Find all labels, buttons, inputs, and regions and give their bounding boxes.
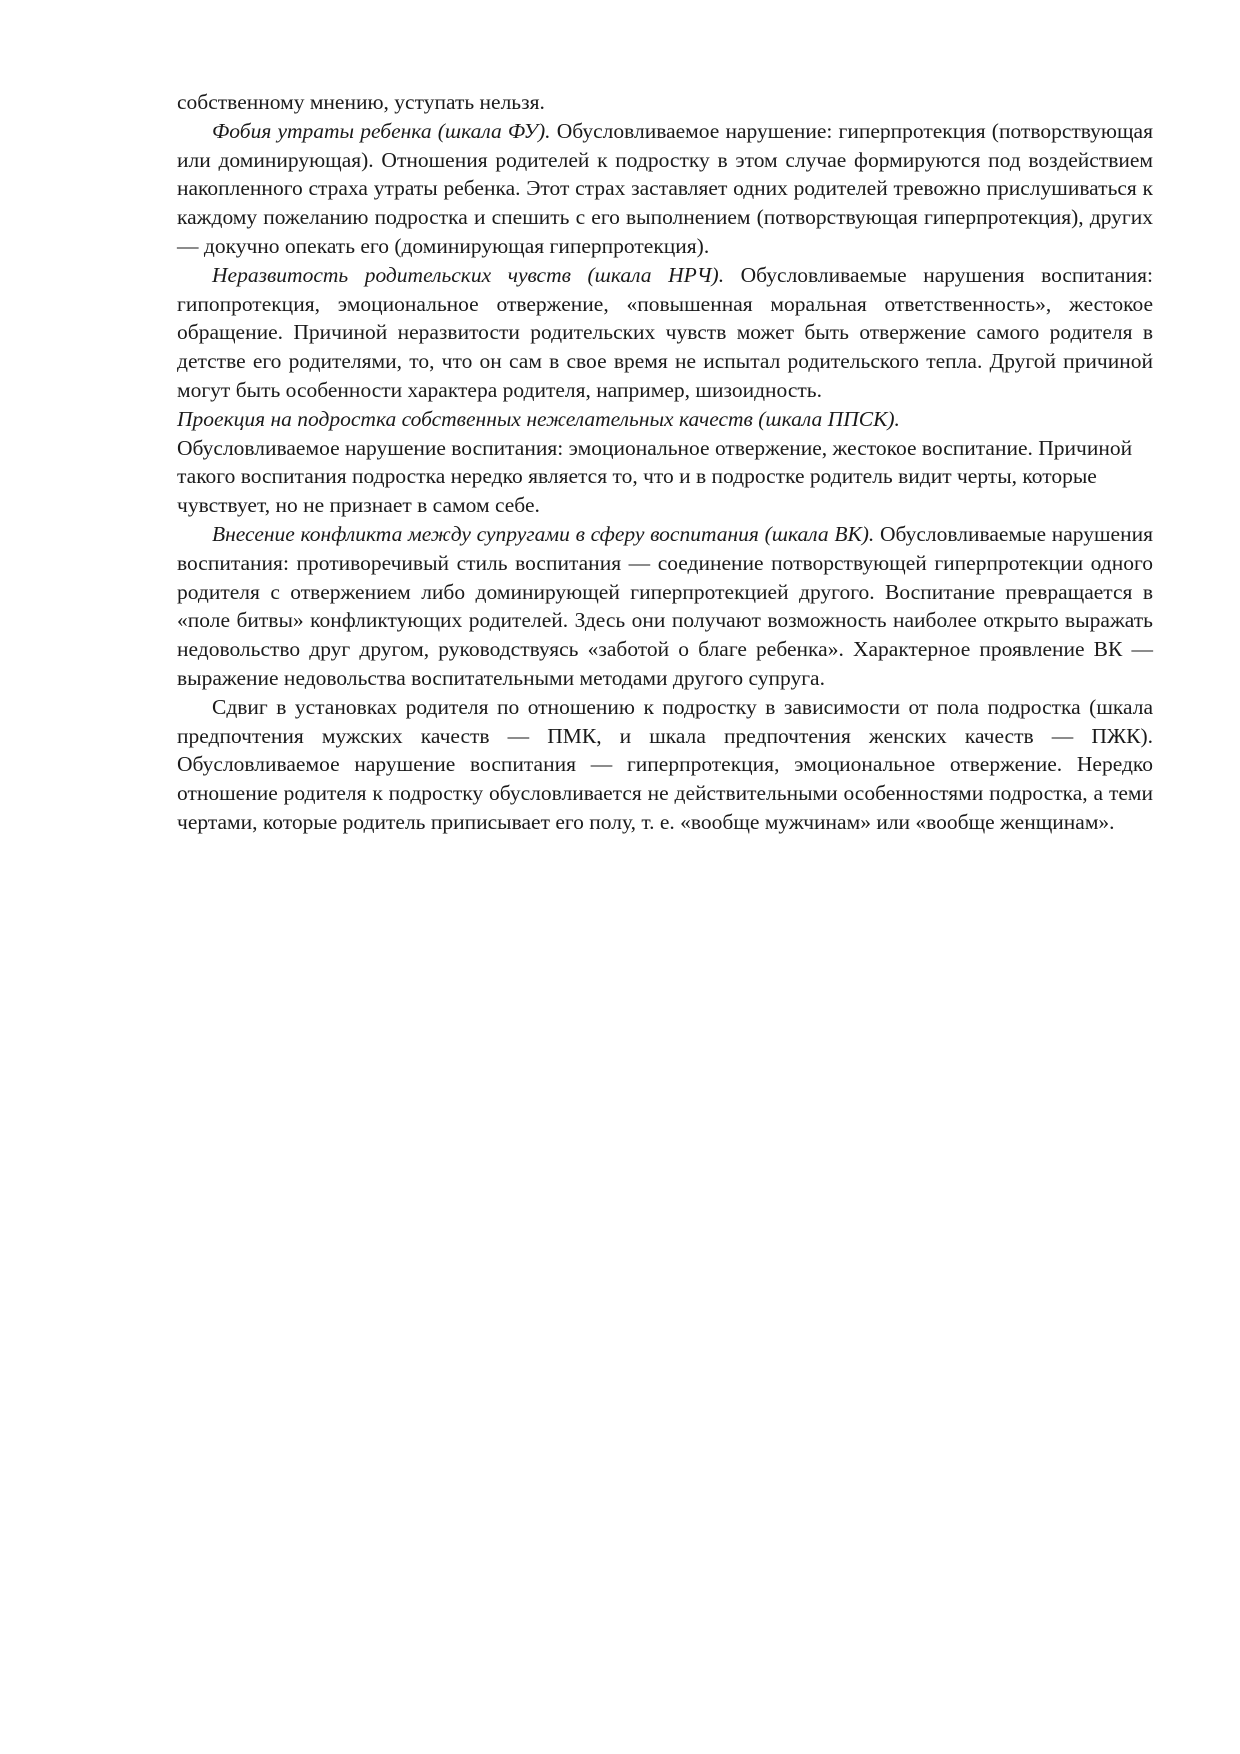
- paragraph-text: Обусловливаемое нарушение: гиперпротекция (потворствующая или доминирующая). Отношения родителей к подростку в этом случае формируются под воздействием накопленного страха утраты ребенка. Этот страх заставляет одних родителей тревожно прислушиваться к каждому пожеланию подростка и спешить с его выполнением (потворствующая гиперпротекция), других — докучно опекать его (доминирующая гиперпротекция).: [177, 118, 1153, 258]
- paragraph-underdeveloped-feelings: [177, 261, 1153, 405]
- scale-title-fu: Фобия утраты ребенка (шкала ФУ).: [212, 118, 551, 143]
- paragraph-continuation: [177, 88, 1153, 117]
- paragraph-text: Обусловливаемое нарушение воспитания: эмоциональное отвержение, жестокое воспитание. Причиной такого воспитания подростка нередко является то, что и в подростке родитель видит черты, которые чувствует, но не признает в самом себе.: [177, 435, 1133, 518]
- document-body: [177, 88, 1153, 837]
- paragraph-gender-shift: [177, 693, 1153, 837]
- paragraph-text: Обусловливаемые нарушения воспитания: противоречивый стиль воспитания — соединение потворствующей гиперпротекции одного родителя с отвержением либо доминирующей гиперпротекцией другого. Воспитание превращается в «поле битвы» конфликтующих родителей. Здесь они получают возможность наиболее открыто выражать недовольство друг другом, руководствуясь «заботой о благе ребенка». Характерное проявление ВК — выражение недовольства воспитательными методами другого супруга.: [177, 521, 1153, 690]
- paragraph-fear-of-loss: [177, 117, 1153, 261]
- scale-title-ppsk: Проекция на подростка собственных нежелательных качеств (шкала ППСК).: [177, 406, 900, 431]
- paragraph-text: собственному мнению, уступать нельзя.: [177, 90, 545, 114]
- paragraph-projection: [177, 405, 1153, 520]
- paragraph-text: Обусловливаемые нарушения воспитания: гипопротекция, эмоциональное отвержение, «повышенная моральная ответственность», жестокое обращение. Причиной неразвитости родительских чувств может быть отвержение самого родителя в детстве его родителями, то, что он сам в свое время не испытал родительского тепла. Другой причиной могут быть особенности характера родителя, например, шизоидность.: [177, 262, 1153, 402]
- paragraph-marital-conflict: [177, 520, 1153, 693]
- scale-title-vk: Внесение конфликта между супругами в сферу воспитания (шкала ВК).: [212, 521, 875, 546]
- paragraph-text: Сдвиг в установках родителя по отношению к подростку в зависимости от пола подростка (шкала предпочтения мужских качеств — ПМК, и шкала предпочтения женских качеств — ПЖК). Обусловливаемое нарушение воспитания — гиперпротекция, эмоциональное отвержение. Нередко отношение родителя к подростку обусловливается не действительными особенностями подростка, а теми чертами, которые родитель приписывает его полу, т. е. «вообще мужчинам» или «вообще женщинам».: [177, 694, 1153, 834]
- scale-title-nrch: Неразвитость родительских чувств (шкала НРЧ).: [212, 262, 725, 287]
